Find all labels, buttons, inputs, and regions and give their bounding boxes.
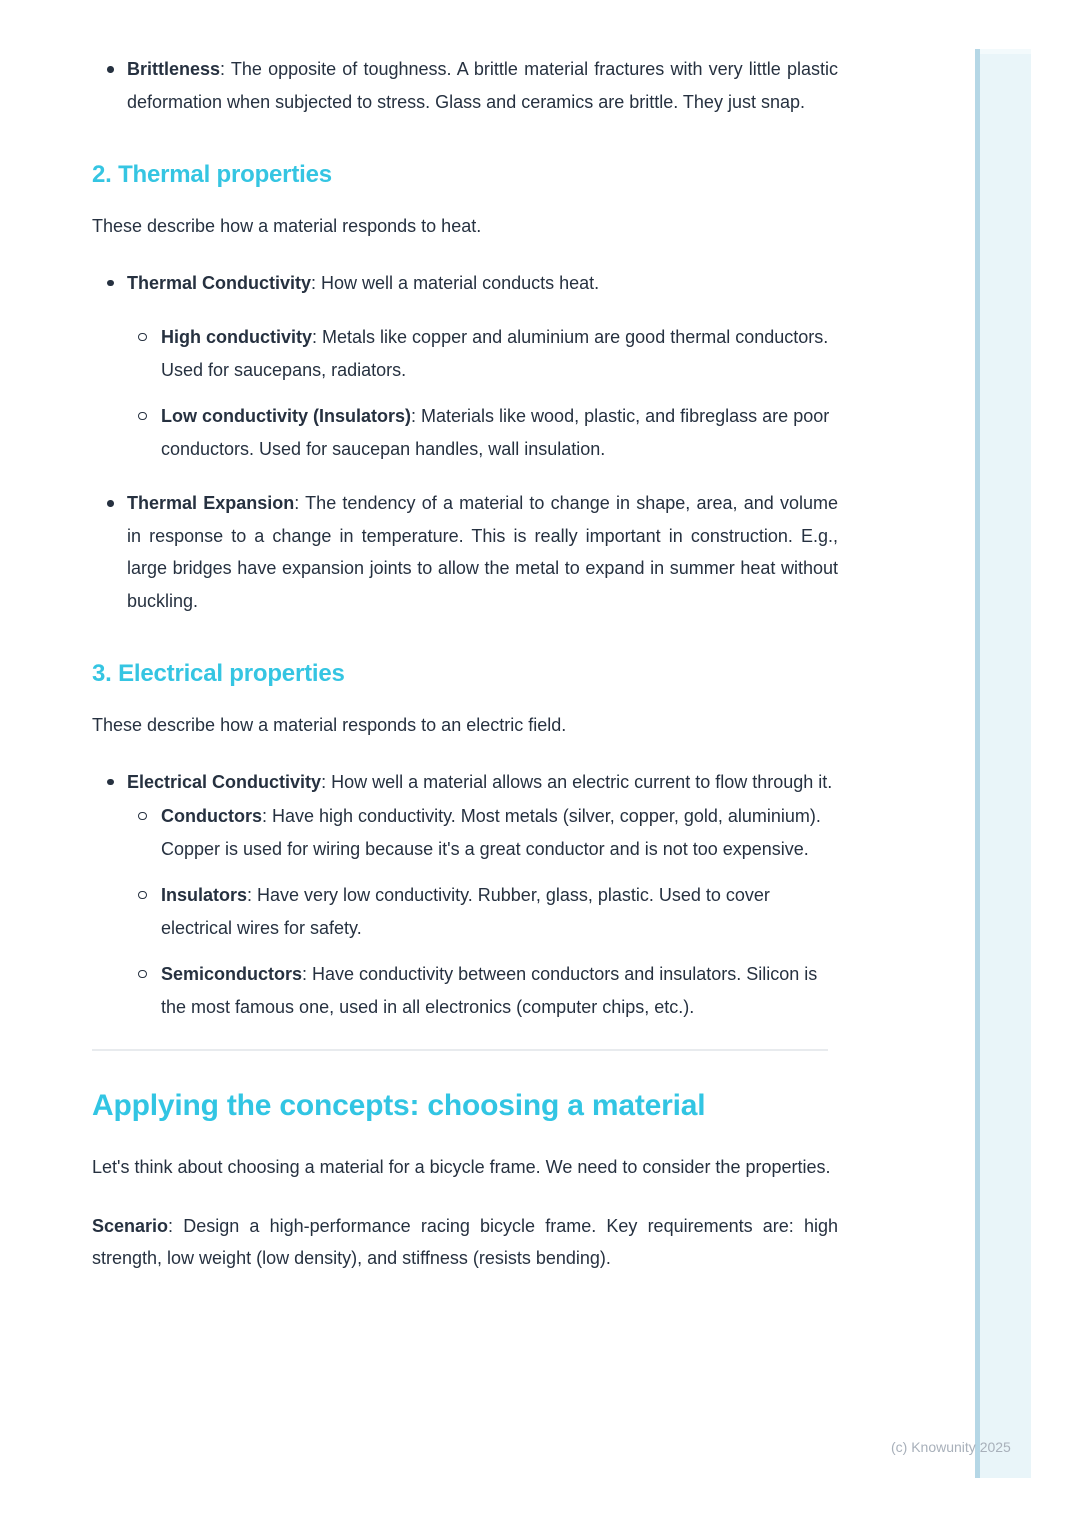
list-item-insulators	[127, 879, 838, 944]
list-item-thermal-conductivity	[92, 267, 838, 466]
list-item-high-conductivity	[127, 321, 838, 386]
bullet-text: : Metals like copper and aluminium are good thermal conductors. Used for saucepans, radiators.	[161, 327, 829, 380]
bullet-text: : Have high conductivity. Most metals (silver, copper, gold, aluminium). Copper is used for wiring because it's a great conductor and is not too expensive.	[161, 806, 821, 859]
page-heading-applying: Applying the concepts: choosing a material	[92, 1089, 706, 1122]
section-intro-thermal: These describe how a material responds to heat.	[92, 216, 482, 236]
bullet-text: : How well a material conducts heat.	[311, 272, 600, 293]
section-heading-thermal: 2. Thermal properties	[92, 161, 332, 188]
page-edge-strip-cap	[980, 49, 1031, 54]
bullet-label: Insulators	[161, 885, 248, 905]
list-item-conductors	[127, 800, 838, 865]
sub-bullet-list-electrical	[127, 800, 838, 1023]
bullet-text: : Have very low conductivity. Rubber, glass, plastic. Used to cover electrical wires for safety.	[161, 885, 770, 938]
scenario-paragraph	[92, 1210, 838, 1275]
bullet-label: Low conductivity (Insulators)	[161, 406, 412, 426]
applying-intro: Let's think about choosing a material for a bicycle frame. We need to consider the properties.	[92, 1157, 831, 1177]
list-item-semiconductors	[127, 958, 838, 1023]
bullet-label: Thermal Conductivity	[127, 272, 312, 293]
copyright-watermark: (c) Knowunity 2025	[891, 1439, 1011, 1455]
bullet-text: : The tendency of a material to change in shape, area, and volume in response to a change in temperature. This is really important in construction. E.g., large bridges have expansion joints to allow the metal to expand in summer heat without buckling.	[127, 493, 838, 611]
page-edge-strip	[975, 49, 1031, 1478]
scenario-label: Scenario	[92, 1215, 169, 1236]
section-heading-electrical: 3. Electrical properties	[92, 660, 345, 687]
list-item-brittleness	[92, 53, 838, 118]
list-item-electrical-conductivity	[92, 766, 838, 1024]
bullet-text: : How well a material allows an electric current to flow through it.	[321, 771, 833, 792]
section-intro-electrical: These describe how a material responds to an electric field.	[92, 715, 567, 735]
bullet-list-mechanical	[92, 53, 838, 118]
bullet-text: : Have conductivity between conductors and insulators. Silicon is the most famous one, used in all electronics (computer chips, etc.).	[161, 964, 818, 1017]
sub-bullet-list-thermal	[127, 321, 838, 465]
bullet-label: Electrical Conductivity	[127, 771, 322, 792]
document-content	[92, 53, 838, 1275]
bullet-list-electrical	[92, 766, 838, 1024]
bullet-text: : The opposite of toughness. A brittle material fractures with very little plastic deformation when subjected to stress. Glass and ceramics are brittle. They just snap.	[127, 59, 838, 112]
bullet-label: Semiconductors	[161, 964, 303, 984]
bullet-text: : Materials like wood, plastic, and fibreglass are poor conductors. Used for saucepan handles, wall insulation.	[161, 406, 830, 459]
scenario-text: : Design a high-performance racing bicycle frame. Key requirements are: high strength, low weight (low density), and stiffness (resists bending).	[92, 1215, 838, 1268]
list-item-low-conductivity	[127, 400, 838, 465]
bullet-label: Conductors	[161, 806, 262, 826]
bullet-list-thermal	[92, 267, 838, 618]
bullet-label: Thermal Expansion	[127, 493, 295, 513]
section-divider	[92, 1049, 828, 1051]
list-item-thermal-expansion	[92, 487, 838, 617]
bullet-label: High conductivity	[161, 327, 313, 347]
bullet-label: Brittleness	[127, 59, 221, 79]
